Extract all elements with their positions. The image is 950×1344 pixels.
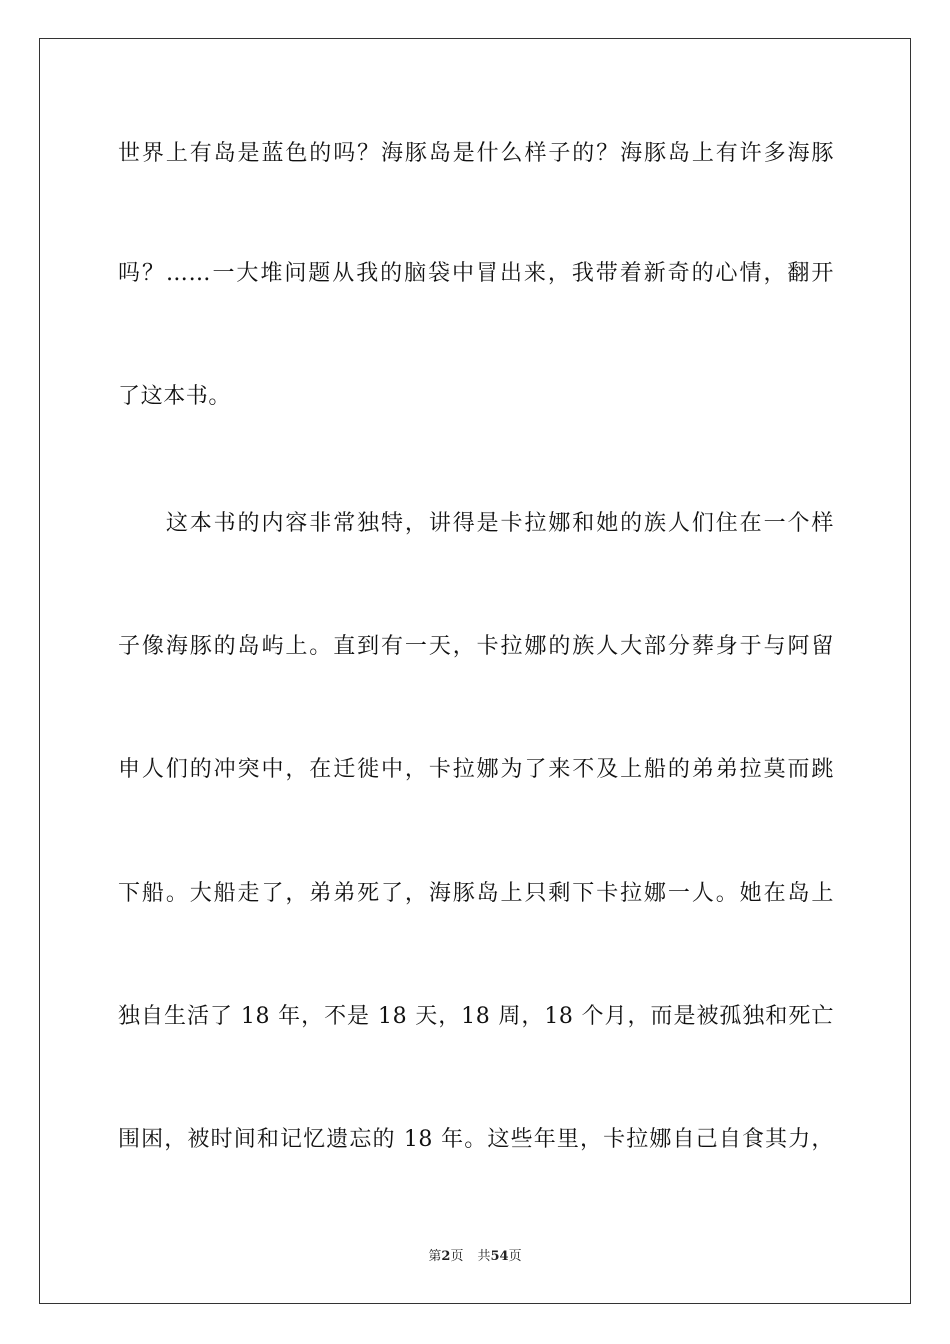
footer-total-prefix: 共	[477, 1249, 491, 1264]
page-border	[39, 38, 911, 1304]
text-line-7: 下船。大船走了，弟弟死了，海豚岛上只剩下卡拉娜一人。她在岛上	[118, 881, 834, 906]
footer-current-page: 2	[441, 1249, 451, 1264]
text-line-2: 吗？……一大堆问题从我的脑袋中冒出来，我带着新奇的心情，翻开	[118, 261, 834, 286]
text-line-1: 世界上有岛是蓝色的吗？海豚岛是什么样子的？海豚岛上有许多海豚	[118, 141, 834, 166]
footer-prefix: 第	[428, 1249, 442, 1264]
text-line-9: 围困，被时间和记忆遗忘的 18 年。这些年里，卡拉娜自己自食其力，	[118, 1127, 834, 1152]
page-footer	[0, 1248, 950, 1266]
text-line-5: 子像海豚的岛屿上。直到有一天，卡拉娜的族人大部分葬身于与阿留	[118, 634, 834, 659]
text-line-4: 这本书的内容非常独特，讲得是卡拉娜和她的族人们住在一个样	[118, 511, 834, 536]
text-line-3: 了这本书。	[118, 384, 232, 409]
footer-total-unit: 页	[508, 1249, 522, 1264]
text-line-8: 独自生活了 18 年，不是 18 天，18 周，18 个月，而是被孤独和死亡	[118, 1004, 834, 1029]
footer-total-pages: 54	[490, 1249, 509, 1264]
footer-page-unit: 页	[450, 1249, 464, 1264]
text-line-6: 申人们的冲突中，在迁徙中，卡拉娜为了来不及上船的弟弟拉莫而跳	[118, 757, 834, 782]
